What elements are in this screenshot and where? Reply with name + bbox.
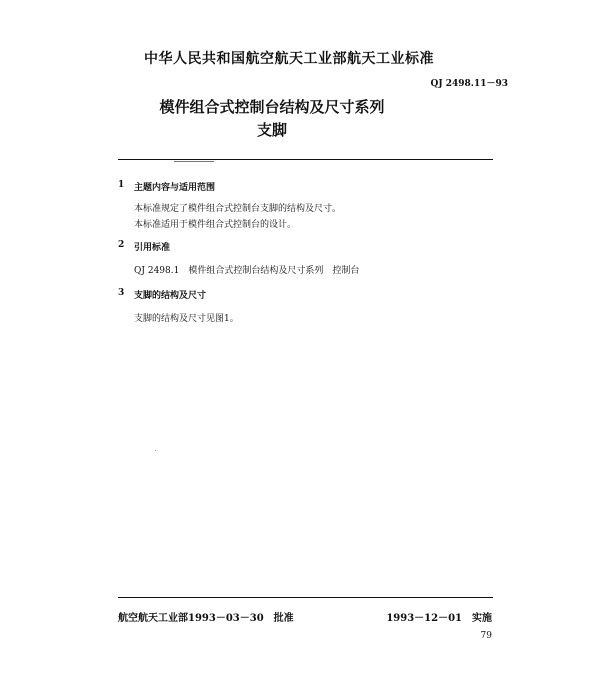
section-1-number: 1 xyxy=(118,180,125,190)
section-1-heading: 主题内容与适用范围 xyxy=(134,183,216,193)
document-subtitle: 支脚 xyxy=(256,121,287,139)
section-3-number: 3 xyxy=(118,288,125,298)
section-1-paragraph-2: 本标准适用于模件组合式控制台的设计。 xyxy=(134,220,297,230)
section-3-heading: 支脚的结构及尺寸 xyxy=(134,291,207,301)
header-divider xyxy=(118,159,493,160)
standard-number: QJ 2498.11－93 xyxy=(430,79,508,89)
implementation-date: 1993－12－01 实施 xyxy=(386,613,492,624)
document-title: 模件组合式控制台结构及尺寸系列 xyxy=(159,98,385,116)
scan-speck xyxy=(155,450,156,451)
section-2-reference: QJ 2498.1 模件组合式控制台结构及尺寸系列 控制台 xyxy=(134,266,360,276)
issuing-organization: 中华人民共和国航空航天工业部航天工业标准 xyxy=(144,51,434,67)
section-2-number: 2 xyxy=(118,240,125,250)
section-2-heading: 引用标准 xyxy=(134,243,171,253)
footer-divider xyxy=(118,597,493,598)
approval-statement: 航空航天工业部1993－03－30 批准 xyxy=(118,613,294,624)
section-3-paragraph-1: 支脚的结构及尺寸见图1。 xyxy=(134,314,239,324)
section-1-paragraph-1: 本标准规定了模件组合式控制台支脚的结构及尺寸。 xyxy=(134,204,342,214)
page-number: 79 xyxy=(480,631,492,641)
header-divider-accent xyxy=(174,161,214,162)
